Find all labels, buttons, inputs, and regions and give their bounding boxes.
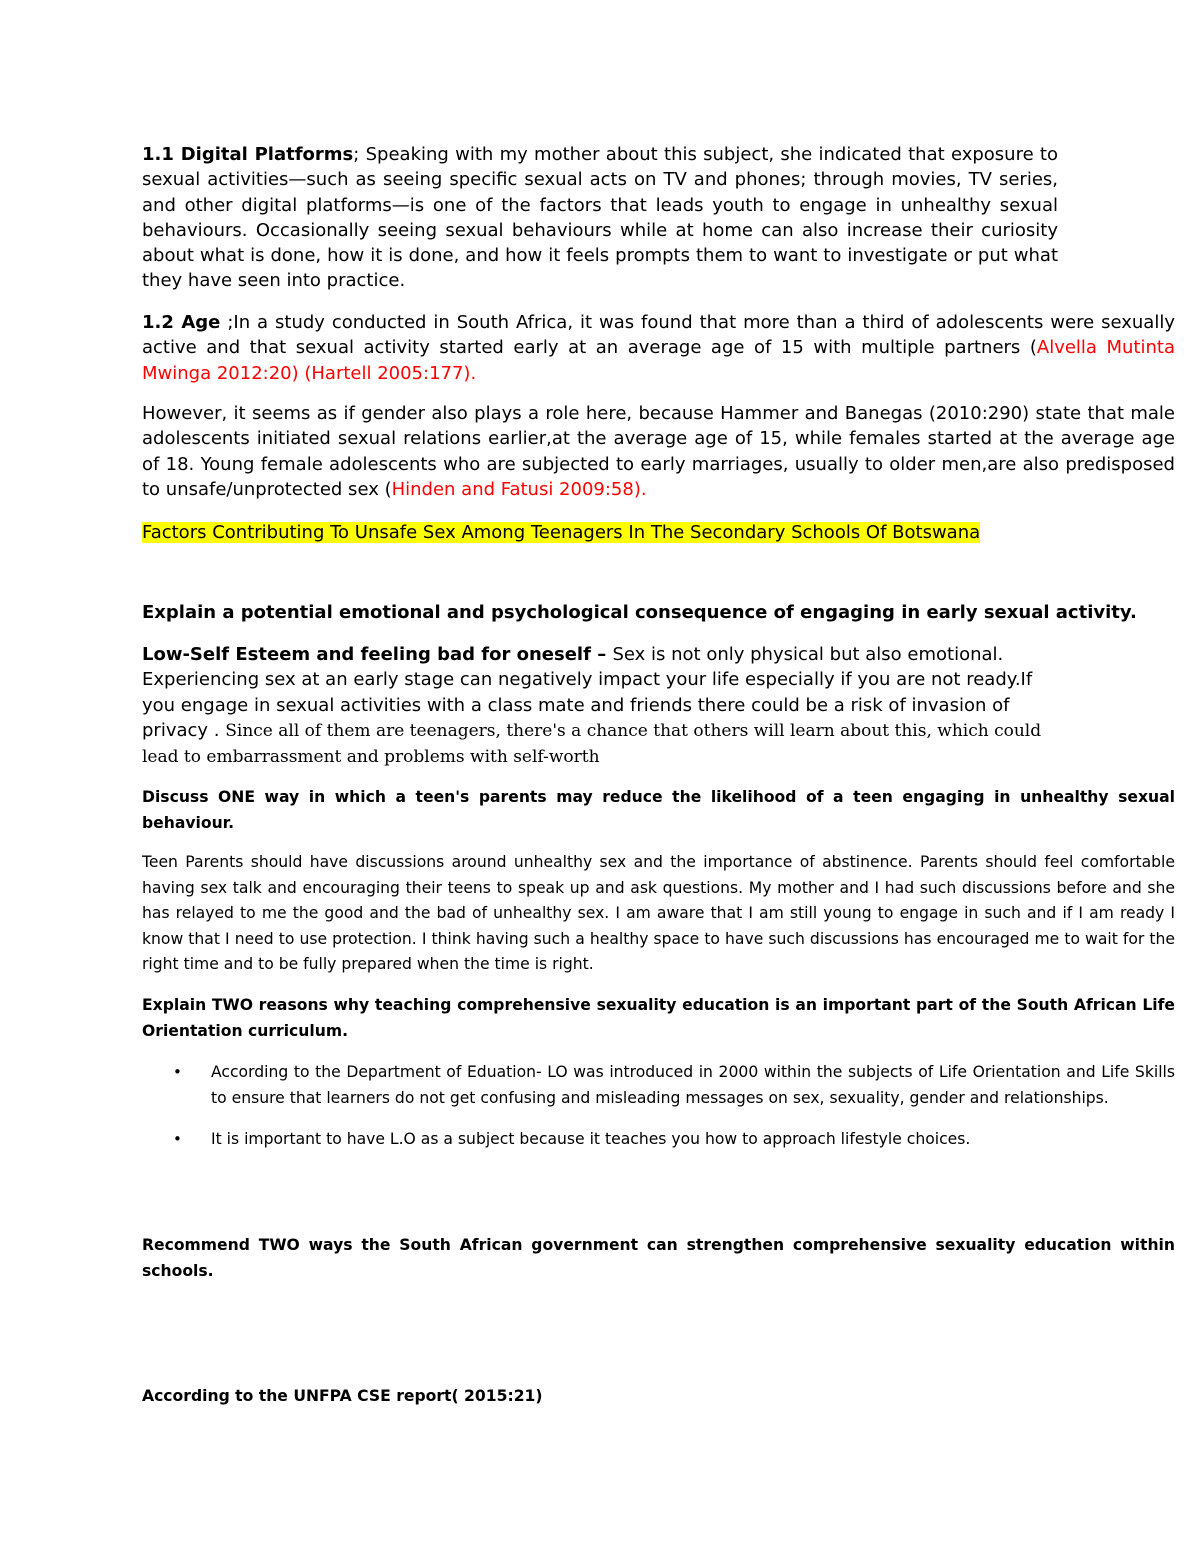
list-item [142,1127,1175,1153]
paragraph-low-self-esteem [142,642,1052,770]
unfpa-reference: According to the UNFPA CSE report( 2015:21) [142,1387,543,1405]
list-item-text: It is important to have L.O as a subject because it teaches you how to approach lifestyle choices. [211,1130,971,1148]
text-gender: However, it seems as if gender also plays a role here, because Hammer and Banegas (2010:290) state that male adolescents initiated sexual relations earlier,at the average age of 15, while females started at the average age of 18. Young female adolescents who are subjected to early marriages, usually to older men,are also predisposed to unsafe/unprotected sex ( [142,403,1175,500]
question-government: Recommend TWO ways the South African government can strengthen comprehensive sexuality education within schools. [142,1236,1175,1280]
citation-gender: Hinden and Fatusi 2009:58). [391,478,647,500]
list-item [142,1060,1175,1111]
text-digital-platforms: ; Speaking with my mother about this subject, she indicated that exposure to sexual activities—such as seeing specific sexual acts on TV and phones; through movies, TV series, and other digital platforms—is one of the factors that leads youth to engage in unhealthy sexual behaviours. Occasionally seeing sexual behaviours while at home can also increase their curiosity about what is done, how it is done, and how it feels prompts them to want to investigate or put what they have seen into practice. [142,144,1058,292]
paragraph-age [142,310,1175,386]
bullet-icon: • [173,1063,182,1081]
list-item-text: According to the Department of Eduation- LO was introduced in 2000 within the subjects of Life Orientation and Life Skills to ensure that learners do not get confusing and misleading messages on sex, sexuality, gender and relationships. [211,1063,1175,1107]
text-low-self-esteem: Sex is not only physical but also emotional. Experiencing sex at an early stage can negatively impact your life especially if you are not ready.If you engage in sexual activities with a class mate and friends there could be a risk of invasion of privacy . [142,644,1033,741]
heading-digital-platforms: 1.1 Digital Platforms [142,144,354,165]
citation-age: Alvella Mutinta Mwinga 2012:20) (Hartell 2005:177). [142,337,1175,384]
bullet-icon: • [173,1130,182,1148]
heading-low-self-esteem: Low-Self Esteem and feeling bad for oneself – [142,644,613,665]
paragraph-gender [142,401,1175,502]
paragraph-teen-parents: Teen Parents should have discussions around unhealthy sex and the importance of abstinence. Parents should feel comfortable having sex talk and encouraging their teens to speak up and ask questions. My mother and I had such discussions before and she has relayed to me the good and the bad of unhealthy sex. I am aware that I am still young to engage in such and if I am ready I know that I need to use protection. I think having such a healthy space to have such discussions has encouraged me to wait for the right time and to be fully prepared when the time is right. [142,853,1175,973]
heading-age: 1.2 Age [142,312,221,333]
question-emotional-consequence: Explain a potential emotional and psychological consequence of engaging in early sexual activity. [142,602,1137,623]
paragraph-digital-platforms [142,142,1058,294]
serif-text-low-self-esteem: Since all of them are teenagers, there's a chance that others will learn about this, which could lead to embarrassment and problems with self-worth [142,720,1042,768]
highlighted-title [142,520,980,545]
question-parents: Discuss ONE way in which a teen's parents may reduce the likelihood of a teen engaging in unhealthy sexual behaviour. [142,788,1175,832]
highlighted-title-text: Factors Contributing To Unsafe Sex Among Teenagers In The Secondary Schools Of Botswana [142,522,981,543]
question-sexuality-education: Explain TWO reasons why teaching comprehensive sexuality education is an important part of the South African Life Orientation curriculum. [142,996,1175,1040]
text-age: ;In a study conducted in South Africa, it was found that more than a third of adolescents were sexually active and that sexual activity started early at an average age of 15 with multiple partners ( [142,312,1175,359]
reasons-list [142,1060,1175,1153]
